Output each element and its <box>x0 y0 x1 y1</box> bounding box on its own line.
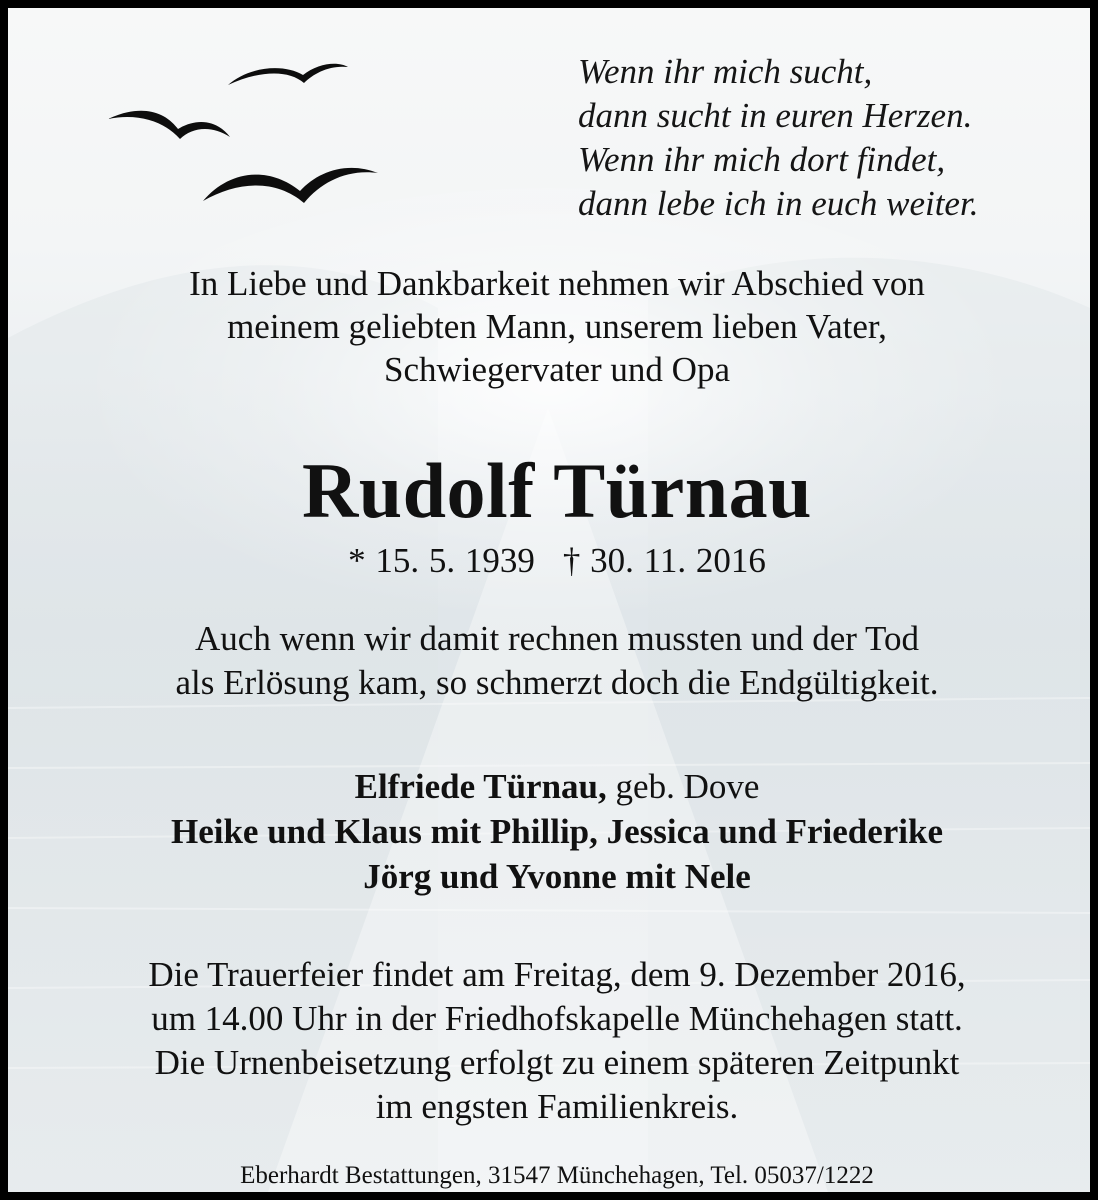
life-dates <box>16 539 1098 583</box>
intro-line: In Liebe und Dankbarkeit nehmen wir Abschied von <box>189 264 925 303</box>
intro-line: meinem geliebten Mann, unserem lieben Vater, <box>227 307 887 346</box>
seagulls-icon <box>108 53 398 213</box>
service-line: Die Trauerfeier findet am Freitag, dem 9. Dezember 2016, <box>148 955 966 994</box>
service-line: um 14.00 Uhr in der Friedhofskapelle Münchehagen statt. <box>151 999 963 1038</box>
intro-text <box>16 262 1098 391</box>
poem-line: dann lebe ich in euch weiter. <box>578 184 979 223</box>
family-line: Heike und Klaus mit Phillip, Jessica und Friederike <box>170 812 944 851</box>
deceased-name: Rudolf Türnau <box>301 447 813 534</box>
quote-line: Auch wenn wir damit rechnen mussten und der Tod <box>195 619 919 658</box>
intro-line: Schwiegervater und Opa <box>384 350 730 389</box>
spouse-line <box>16 764 1098 809</box>
quote-line: als Erlösung kam, so schmerzt doch die Endgültigkeit. <box>175 663 939 702</box>
quote-text <box>16 617 1098 705</box>
poem-line: Wenn ihr mich sucht, <box>578 52 873 91</box>
death-date: † 30. 11. 2016 <box>562 541 766 580</box>
service-line: Die Urnenbeisetzung erfolgt zu einem späteren Zeitpunkt <box>154 1043 960 1082</box>
spouse-name: Elfriede Türnau, <box>354 767 607 806</box>
poem <box>578 50 1058 226</box>
birth-date: * 15. 5. 1939 <box>348 541 535 580</box>
service-info <box>16 953 1098 1129</box>
family-names <box>16 764 1098 899</box>
family-line: Jörg und Yvonne mit Nele <box>363 857 751 896</box>
service-line: im engsten Familienkreis. <box>375 1087 739 1126</box>
poem-line: Wenn ihr mich dort findet, <box>578 140 946 179</box>
poem-line: dann sucht in euren Herzen. <box>578 96 973 135</box>
funeral-home-footer: Eberhardt Bestattungen, 31547 Münchehagen, Tel. 05037/1222 <box>240 1162 874 1189</box>
spouse-maiden-name: geb. Dove <box>606 767 760 806</box>
